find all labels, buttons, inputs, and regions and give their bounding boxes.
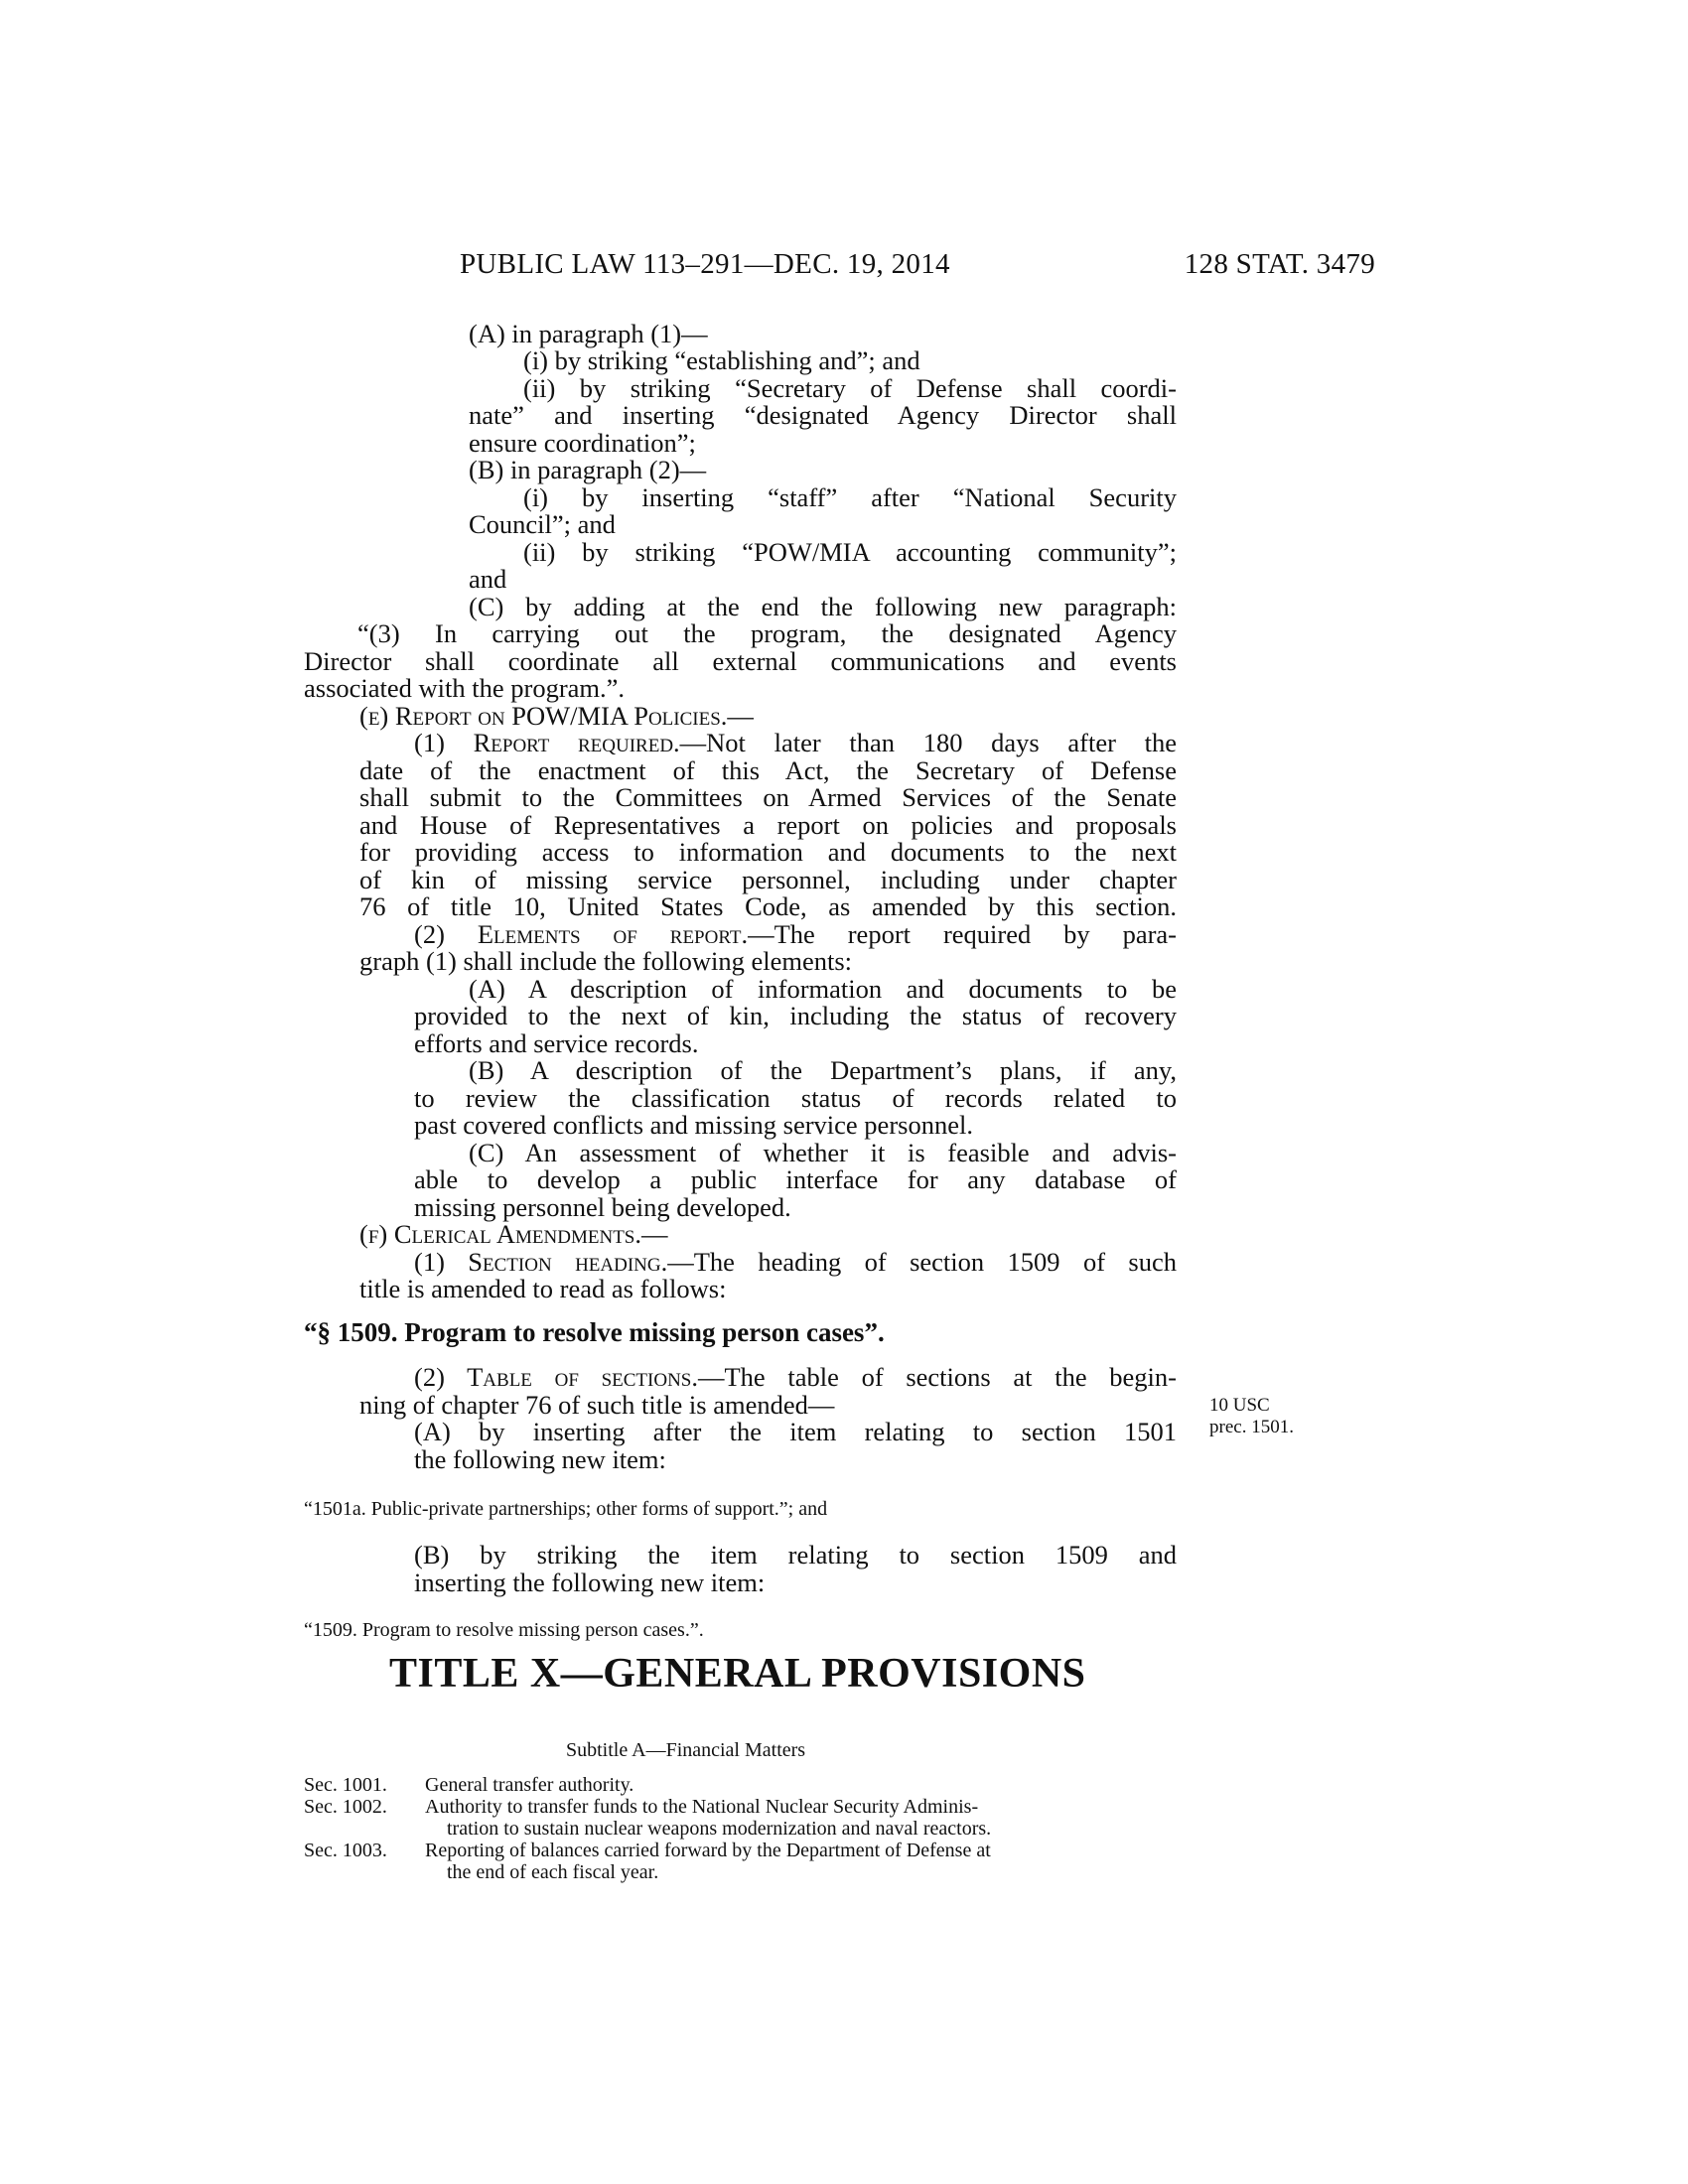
text-line: of kin of missing service personnel, including under chapter bbox=[359, 865, 1177, 894]
text-line: and bbox=[469, 564, 507, 594]
text-line: (ii) by striking “Secretary of Defense shall coordi- bbox=[523, 373, 1177, 403]
text-line: “(3) In carrying out the program, the designated Agency bbox=[357, 618, 1177, 648]
toc-subtitle: Subtitle A—Financial Matters bbox=[566, 1739, 806, 1761]
text-line: provided to the next of kin, including the status of recovery bbox=[414, 1001, 1177, 1030]
text-line: ensure coordination”; bbox=[469, 428, 696, 458]
subsection-heading: (e) Report on POW/MIA Policies.— bbox=[359, 701, 754, 731]
paragraph-heading: (1) Report required. bbox=[414, 728, 680, 757]
text-line: (i) by inserting “staff” after “National Security bbox=[523, 482, 1177, 512]
margin-note-line: 10 USC bbox=[1209, 1395, 1270, 1416]
text-line: inserting the following new item: bbox=[414, 1568, 766, 1597]
paragraph-text: —The heading of section 1509 of such bbox=[667, 1247, 1177, 1277]
text-line: (A) in paragraph (1)— bbox=[469, 319, 708, 348]
toc-sec-number: Sec. 1003. bbox=[304, 1840, 387, 1861]
text-line: the following new item: bbox=[414, 1444, 666, 1474]
text-line: missing personnel being developed. bbox=[414, 1192, 791, 1222]
text-line: associated with the program.”. bbox=[304, 673, 626, 703]
subsection-heading: (f) Clerical Amendments.— bbox=[359, 1219, 668, 1249]
paragraph-heading: (1) Section heading. bbox=[414, 1247, 668, 1277]
text-line: nate” and inserting “designated Agency Director shall bbox=[469, 400, 1177, 430]
toc-entry-text: Reporting of balances carried forward by the Department of Defense at bbox=[425, 1840, 991, 1861]
running-header-right: 128 STAT. 3479 bbox=[1184, 248, 1375, 280]
text-line: Council”; and bbox=[469, 509, 616, 539]
toc-entry-text: Authority to transfer funds to the National Nuclear Security Adminis- bbox=[425, 1796, 979, 1818]
text-line: (A) by inserting after the item relating to section 1501 bbox=[414, 1417, 1177, 1446]
text-line: (B) in paragraph (2)— bbox=[469, 455, 707, 484]
toc-sec-number: Sec. 1001. bbox=[304, 1774, 387, 1796]
margin-note-line: prec. 1501. bbox=[1209, 1417, 1294, 1437]
toc-entry-text: tration to sustain nuclear weapons modernization and naval reactors. bbox=[447, 1818, 992, 1840]
paragraph-text: —The table of sections at the begin- bbox=[698, 1362, 1177, 1392]
text-line bbox=[414, 1363, 1177, 1391]
text-line: efforts and service records. bbox=[414, 1028, 699, 1058]
toc-entry-text: the end of each fiscal year. bbox=[447, 1861, 659, 1883]
text-line: (ii) by striking “POW/MIA accounting community”; bbox=[523, 537, 1177, 567]
text-line: past covered conflicts and missing service personnel. bbox=[414, 1110, 973, 1140]
text-line: shall submit to the Committees on Armed Services of the Senate bbox=[359, 782, 1177, 812]
text-line: (C) by adding at the end the following new paragraph: bbox=[469, 592, 1177, 621]
text-line: Director shall coordinate all external communications and events bbox=[304, 646, 1177, 676]
margin-note bbox=[1209, 1395, 1294, 1438]
text-line: (B) A description of the Department’s plans, if any, bbox=[469, 1055, 1177, 1085]
text-line: graph (1) shall include the following elements: bbox=[359, 946, 853, 976]
toc-entry bbox=[304, 1774, 387, 1796]
text-line bbox=[414, 729, 1177, 756]
text-line: 76 of title 10, United States Code, as amended by this section. bbox=[359, 891, 1177, 921]
text-line: for providing access to information and documents to the next bbox=[359, 837, 1177, 867]
section-heading: “§ 1509. Program to resolve missing person cases”. bbox=[304, 1317, 885, 1347]
text-line: ning of chapter 76 of such title is amended— bbox=[359, 1390, 835, 1420]
toc-entry bbox=[304, 1840, 387, 1861]
paragraph-heading: (2) Elements of report. bbox=[414, 919, 749, 949]
text-line: to review the classification status of records related to bbox=[414, 1083, 1177, 1113]
text-line bbox=[414, 1248, 1177, 1276]
text-line: (A) A description of information and documents to be bbox=[469, 974, 1177, 1004]
table-item: “1501a. Public-private partnerships; other forms of support.”; and bbox=[304, 1498, 828, 1520]
toc-entry bbox=[304, 1796, 387, 1818]
text-line: able to develop a public interface for any database of bbox=[414, 1164, 1177, 1194]
text-line: (C) An assessment of whether it is feasible and advis- bbox=[469, 1138, 1177, 1167]
paragraph-heading: (2) Table of sections. bbox=[414, 1362, 698, 1392]
text-line: (B) by striking the item relating to section 1509 and bbox=[414, 1540, 1177, 1570]
title-heading: TITLE X—GENERAL PROVISIONS bbox=[389, 1651, 1086, 1697]
paragraph-text: —Not later than 180 days after the bbox=[679, 728, 1178, 757]
text-line bbox=[414, 920, 1177, 948]
paragraph-text: —The report required by para- bbox=[748, 919, 1178, 949]
text-line: and House of Representatives a report on policies and proposals bbox=[359, 810, 1177, 840]
text-line: date of the enactment of this Act, the Secretary of Defense bbox=[359, 755, 1177, 785]
text-line: (i) by striking “establishing and”; and bbox=[523, 345, 920, 375]
table-item: “1509. Program to resolve missing person cases.”. bbox=[304, 1619, 704, 1641]
running-header-left: PUBLIC LAW 113–291—DEC. 19, 2014 bbox=[460, 248, 950, 280]
text-line: title is amended to read as follows: bbox=[359, 1274, 727, 1303]
toc-sec-number: Sec. 1002. bbox=[304, 1796, 387, 1818]
toc-entry-text: General transfer authority. bbox=[425, 1774, 634, 1796]
